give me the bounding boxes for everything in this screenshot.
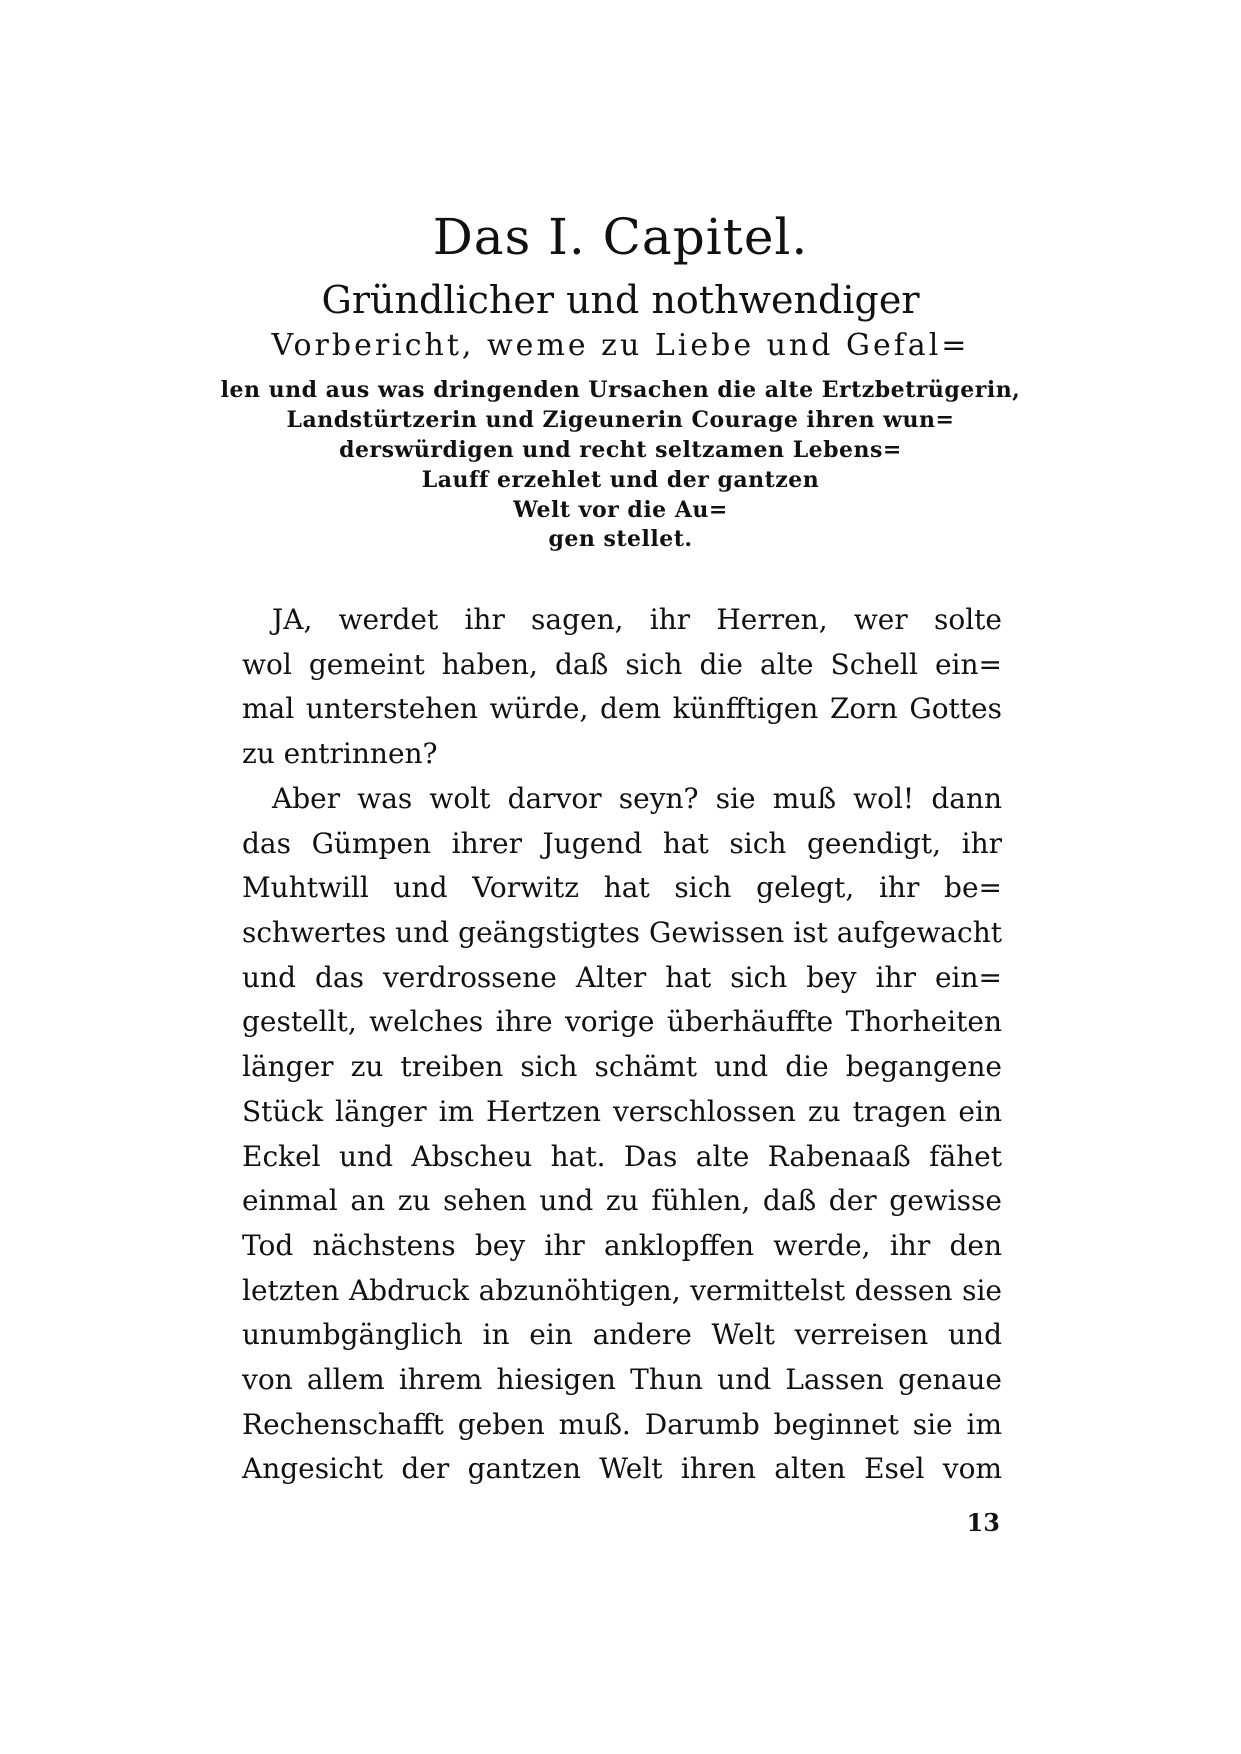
chapter-summary-line: Landstürtzerin und Zigeunerin Courage ihren wun= [286,407,955,433]
text-line: JA, werdet ihr sagen, ihr Herren, wer solte [272,603,1002,636]
text-line: schwertes und geängstigtes Gewissen ist aufgewacht [242,916,1002,950]
text-line: letzten Abdruck abzunöhtigen, vermittelst dessen sie [242,1273,1002,1307]
text-line: mal unterstehen würde, dem künfftigen Zorn Gottes [242,692,1002,726]
text-line: von allem ihrem hiesigen Thun und Lassen genaue [242,1362,1002,1396]
text-line: einmal an zu sehen und zu fühlen, daß der gewisse [242,1184,1002,1218]
text-line: Stück länger im Hertzen verschlossen zu tragen ein [242,1094,1002,1128]
chapter-subtitle-line-2: Vorbericht, weme zu Liebe und Gefal= [271,328,970,363]
text-line: Tod nächstens bey ihr anklopffen werde, ihr den [242,1228,1002,1262]
text-line: und das verdrossene Alter hat sich bey ihr ein= [242,960,1002,994]
chapter-summary-line: gen stellet. [548,526,693,552]
text-line: Eckel und Abscheu hat. Das alte Rabenaaß fähet [242,1139,1002,1173]
chapter-summary-line: len und aus was dringenden Ursachen die alte Ertzbetrügerin, [220,377,1021,403]
chapter-summary-line: Lauff erzehlet und der gantzen [421,467,820,493]
chapter-title: Das I. Capitel. [432,208,809,266]
text-line: das Gümpen ihrer Jugend hat sich geendigt, ihr [242,826,1002,860]
text-line: Angesicht der gantzen Welt ihren alten Esel vom [242,1452,1002,1486]
text-line: unumbgänglich in ein andere Welt verreisen und [242,1318,1002,1352]
text-line: zu entrinnen? [242,737,438,771]
body-paragraph-2 [242,777,1002,1492]
body-paragraph-1 [242,598,1002,777]
text-line: wol gemeint haben, daß sich die alte Schell ein= [242,647,1002,681]
chapter-summary-line: derswürdigen und recht seltzamen Lebens= [339,437,902,463]
text-line: länger zu treiben sich schämt und die begangene [242,1050,1002,1084]
text-line: Rechenschafft geben muß. Darumb beginnet sie im [242,1407,1002,1441]
chapter-summary-line: Welt vor die Au= [513,497,728,523]
text-line: Aber was wolt darvor seyn? sie muß wol! dann [272,782,1002,815]
text-line: gestellt, welches ihre vorige überhäuffte Thorheiten [242,1005,1002,1039]
chapter-subtitle-line-1: Gründlicher und nothwendiger [321,278,920,322]
text-line: Muhtwill und Vorwitz hat sich gelegt, ihr be= [242,871,1002,905]
page-number: 13 [966,1508,1000,1537]
